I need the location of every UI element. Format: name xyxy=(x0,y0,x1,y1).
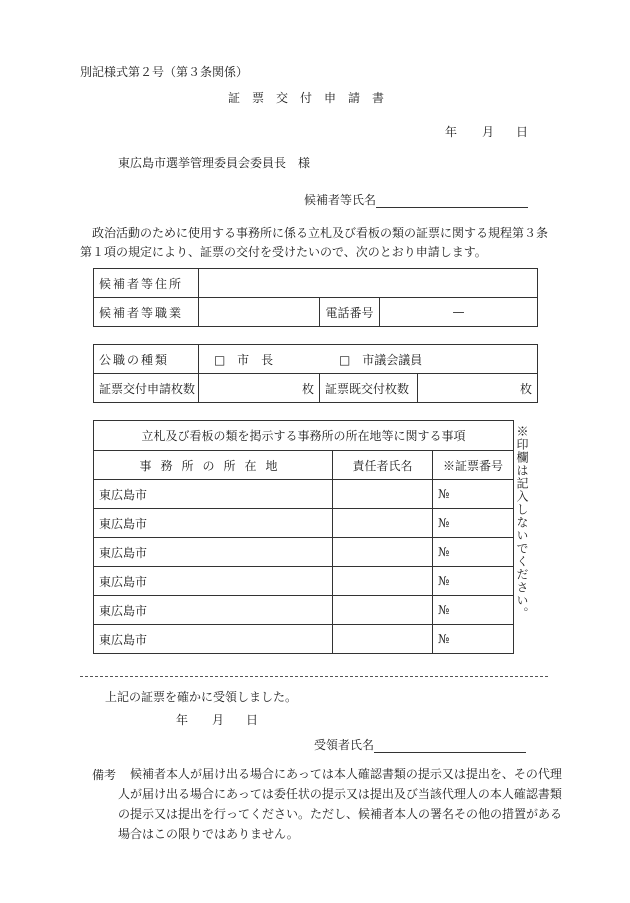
manager-cell[interactable] xyxy=(333,596,433,625)
applicant-name-line xyxy=(376,193,528,208)
manager-cell[interactable] xyxy=(333,625,433,654)
applicant-info-table xyxy=(93,268,538,327)
receipt-date-month: 月 xyxy=(212,713,225,727)
issued-count-label: 証票既交付枚数 xyxy=(320,374,418,403)
manager-cell[interactable] xyxy=(333,567,433,596)
office-type-options xyxy=(199,345,538,374)
applicant-name-field[interactable] xyxy=(304,191,528,208)
location-cell[interactable]: 東広島市 xyxy=(94,538,333,567)
office-location-table xyxy=(93,420,514,654)
address-label: 候補者等住所 xyxy=(94,269,199,298)
number-cell: № xyxy=(433,480,514,509)
remarks-line-3: の提示又は提出を行ってください。ただし、候補者本人の署名その他の措置がある xyxy=(118,807,563,821)
manager-cell[interactable] xyxy=(333,509,433,538)
number-cell: № xyxy=(433,567,514,596)
number-cell: № xyxy=(433,538,514,567)
location-cell[interactable]: 東広島市 xyxy=(94,480,333,509)
number-cell: № xyxy=(433,625,514,654)
manager-cell[interactable] xyxy=(333,538,433,567)
issued-count-input[interactable] xyxy=(418,374,538,403)
office-option-mayor-label: 市 長 xyxy=(237,352,274,367)
receipt-text: 上記の証票を確かに受領しました。 xyxy=(105,690,298,704)
date-day: 日 xyxy=(516,125,529,139)
applicant-name-label: 候補者等氏名 xyxy=(304,193,377,207)
office-option-council-label: 市議会議員 xyxy=(362,352,423,367)
cut-line-divider xyxy=(80,676,548,677)
table-row xyxy=(94,625,514,654)
location-cell[interactable]: 東広島市 xyxy=(94,596,333,625)
checkbox-icon[interactable]: □ xyxy=(214,352,226,367)
column-header-location: 事務所の所在地 xyxy=(94,451,333,480)
location-table-caption: 立札及び看板の類を掲示する事務所の所在地等に関する事項 xyxy=(94,421,514,451)
table-row xyxy=(94,480,514,509)
phone-input[interactable]: — xyxy=(380,298,538,327)
address-input[interactable] xyxy=(199,269,538,298)
occupation-label: 候補者等職業 xyxy=(94,298,199,327)
office-type-label: 公職の種類 xyxy=(94,345,199,374)
recipient-name-field[interactable] xyxy=(314,736,526,753)
location-cell[interactable]: 東広島市 xyxy=(94,509,333,538)
date-year: 年 xyxy=(445,125,458,139)
location-cell[interactable]: 東広島市 xyxy=(94,625,333,654)
column-header-manager: 責任者氏名 xyxy=(333,451,433,480)
remarks-line-4: 場合はこの限りではありません。 xyxy=(118,827,299,841)
remarks-line-1: 候補者本人が届け出る場合にあっては本人確認書類の提示又は提出を、その代理 xyxy=(130,767,562,781)
page-title: 証 票 交 付 申 請 書 xyxy=(228,91,385,105)
recipient-name-label: 受領者氏名 xyxy=(314,738,375,752)
remarks-label: 備考 xyxy=(92,768,117,782)
addressee: 東広島市選挙管理委員会委員長 様 xyxy=(118,156,311,170)
receipt-date-year: 年 xyxy=(176,713,189,727)
number-cell: № xyxy=(433,509,514,538)
receipt-date-day: 日 xyxy=(246,713,259,727)
requested-count-unit: 枚 xyxy=(301,381,314,396)
intro-line-2: 第１項の規定により、証票の交付を受けたいので、次のとおり申請します。 xyxy=(80,245,487,259)
recipient-name-line xyxy=(374,738,526,753)
date-month: 月 xyxy=(482,125,495,139)
form-number: 別記様式第２号（第３条関係） xyxy=(80,65,249,79)
table-row xyxy=(94,567,514,596)
checkbox-icon[interactable]: □ xyxy=(339,352,351,367)
office-option-council[interactable] xyxy=(339,353,422,367)
number-cell: № xyxy=(433,596,514,625)
column-header-number: ※証票番号 xyxy=(433,451,514,480)
location-cell[interactable]: 東広島市 xyxy=(94,567,333,596)
remarks-line-2: 人が届け出る場合にあっては委任状の提示又は提出及び当該代理人の本人確認書類 xyxy=(118,787,562,801)
intro-line-1: 政治活動のために使用する事務所に係る立札及び看板の類の証票に関する規程第３条 xyxy=(80,226,549,240)
table-row xyxy=(94,596,514,625)
occupation-input[interactable] xyxy=(199,298,320,327)
manager-cell[interactable] xyxy=(333,480,433,509)
table-row xyxy=(94,538,514,567)
table-row xyxy=(94,509,514,538)
requested-count-label: 証票交付申請枚数 xyxy=(94,374,199,403)
office-option-mayor[interactable] xyxy=(214,353,277,367)
issued-count-unit: 枚 xyxy=(520,381,533,396)
phone-label: 電話番号 xyxy=(320,298,380,327)
staff-only-note: ※印欄は記入しないでください。 xyxy=(515,425,529,620)
office-info-table xyxy=(93,344,538,403)
requested-count-input[interactable] xyxy=(199,374,320,403)
